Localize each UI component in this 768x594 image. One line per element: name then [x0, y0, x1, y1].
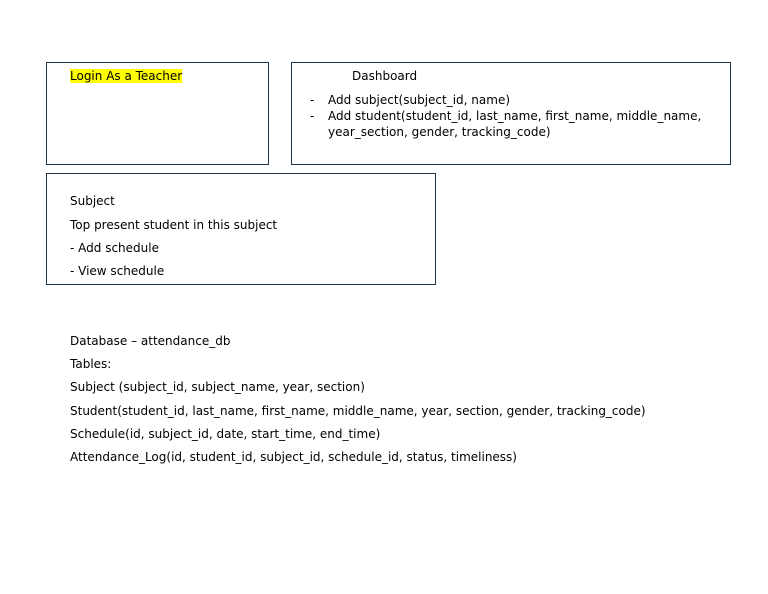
subject-title: Subject — [70, 194, 115, 208]
dashboard-list — [308, 92, 718, 140]
subject-box — [46, 173, 436, 285]
table-student: Student(student_id, last_name, first_name, middle_name, year, section, gender, tracking_code) — [70, 404, 646, 418]
bullet: - — [310, 93, 315, 107]
database-title: Database – attendance_db — [70, 334, 231, 348]
dashboard-box — [291, 62, 731, 165]
table-schedule: Schedule(id, subject_id, date, start_time, end_time) — [70, 427, 381, 441]
bullet: - — [310, 109, 315, 123]
dashboard-title: Dashboard — [352, 69, 418, 83]
dashboard-item-add-student: Add student(student_id, last_name, first_name, middle_name, year_section, gender, tracking_code) — [328, 109, 702, 139]
subject-view-schedule: - View schedule — [70, 264, 165, 278]
table-subject: Subject (subject_id, subject_name, year, section) — [70, 380, 365, 394]
tables-label: Tables: — [70, 357, 112, 371]
login-title: Login As a Teacher — [70, 69, 183, 83]
dashboard-item-add-subject: Add subject(subject_id, name) — [328, 93, 511, 107]
list-item — [308, 108, 718, 140]
login-box — [46, 62, 269, 165]
list-item — [308, 92, 718, 108]
table-attendance-log: Attendance_Log(id, student_id, subject_id, schedule_id, status, timeliness) — [70, 450, 517, 464]
subject-top-present: Top present student in this subject — [70, 218, 278, 232]
subject-add-schedule: - Add schedule — [70, 241, 159, 255]
